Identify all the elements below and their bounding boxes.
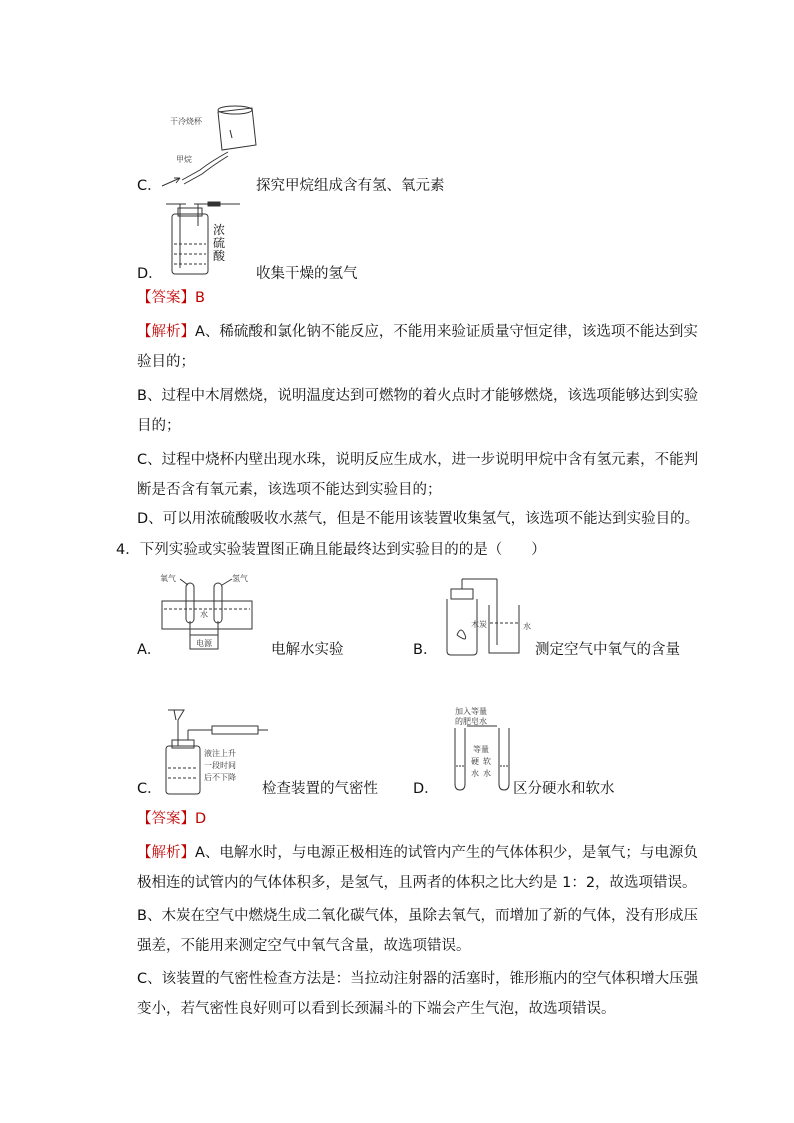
- hydrogen-label: 氢气: [232, 574, 248, 583]
- q3-option-c-letter: C．: [137, 178, 162, 194]
- soap-label-2: 的肥皂水: [455, 717, 487, 726]
- q4-analysis-line-3: 强差，不能用来测定空气中氧气含量，故选项错误。: [137, 938, 471, 954]
- q3-analysis-line-1: 验目的；: [137, 354, 195, 370]
- q3-analysis-line-4: C、过程中烧杯内壁出现水珠，说明反应生成水，进一步说明甲烷中含有氢元素，不能判: [137, 452, 699, 468]
- q4-analysis-line-0: 【解析】A、电解水时，与电源正极相连的试管内产生的气体体积少，是氧气；与电源负: [137, 845, 698, 861]
- methane-label: 甲烷: [176, 155, 192, 164]
- q4-option-b-letter: B．: [413, 642, 438, 658]
- figure-hard-soft-water: [447, 706, 517, 796]
- q4-option-a-desc: 电解水实验: [271, 642, 344, 658]
- power-label: 电源: [196, 639, 212, 648]
- time-label: 一段时间: [204, 761, 236, 770]
- figure-methane-combustion: [160, 100, 260, 190]
- water-label: 水: [523, 622, 531, 631]
- q3-answer: [137, 289, 205, 307]
- answer-tag: 【答案】: [137, 290, 195, 306]
- analysis-tag: 【解析】: [137, 324, 195, 340]
- water-label-2: 水: [483, 769, 491, 778]
- q3-option-c-desc: 探究甲烷组成含有氢、氧元素: [256, 178, 445, 194]
- q4-answer: [137, 810, 206, 828]
- q4-option-d-letter: D．: [413, 781, 439, 797]
- q3-analysis-line-5: 断是否含有氧元素，该选项不能达到实验目的；: [137, 482, 442, 498]
- figure-charcoal-combustion: [437, 575, 537, 657]
- oxygen-label: 氧气: [160, 574, 176, 583]
- figure-electrolysis: [160, 573, 255, 653]
- water-label: 水: [200, 610, 208, 619]
- q3-analysis-line-3: 目的；: [137, 418, 181, 434]
- q3-analysis-line-2: B、过程中木屑燃烧，说明温度达到可燃物的着火点时才能够燃烧，该选项能够达到实验: [137, 388, 698, 404]
- q4-option-a-letter: A．: [137, 642, 162, 658]
- nofall-label: 后不下降: [204, 773, 236, 782]
- q4-option-c-letter: C．: [137, 781, 162, 797]
- charcoal-label: 木炭: [471, 620, 487, 629]
- hard-label: 硬: [471, 757, 479, 766]
- answer-value: B: [195, 290, 205, 306]
- beaker-label: 干冷烧杯: [170, 117, 202, 126]
- soft-label: 软: [483, 757, 491, 766]
- q4-option-b-desc: 测定空气中氧气的含量: [535, 642, 680, 658]
- rise-label: 液注上升: [204, 749, 236, 758]
- q4-stem: 4．下列实验或实验装置图正确且能最终达到实验目的的是（ ）: [116, 542, 546, 558]
- q4-analysis-line-2: B、木炭在空气中燃烧生成二氧化碳气体，虽除去氧气，而增加了新的气体，没有形成压: [137, 908, 698, 924]
- acid-label: 浓硫酸: [213, 223, 226, 263]
- water-label-1: 水: [471, 769, 479, 778]
- q3-option-d-desc: 收集干燥的氢气: [256, 266, 358, 282]
- q4-analysis-line-4: C、该装置的气密性检查方法是：当拉动注射器的活塞时，锥形瓶内的空气体积增大压强: [137, 971, 699, 987]
- q4-analysis-line-1: 极相连的试管内的气体体积多，是氢气，且两者的体积之比大约是 1：2，故选项错误。: [137, 875, 697, 891]
- q4-analysis-line-5: 变小，若气密性良好则可以看到长颈漏斗的下端会产生气泡，故选项错误。: [137, 1001, 616, 1017]
- equal-label: 等量: [473, 745, 489, 754]
- q4-option-c-desc: 检查装置的气密性: [262, 781, 378, 797]
- q3-analysis-line-0: 【解析】A、稀硫酸和氯化钠不能反应，不能用来验证质量守恒定律，该选项不能达到实: [137, 324, 698, 340]
- q3-analysis-line-6: D、可以用浓硫酸吸收水蒸气，但是不能用该装置收集氢气，该选项不能达到实验目的。: [137, 511, 700, 527]
- q4-option-d-desc: 区分硬水和软水: [513, 781, 615, 797]
- figure-gas-washing-bottle: [160, 198, 240, 278]
- analysis-tag: 【解析】: [137, 845, 195, 861]
- answer-value: D: [195, 811, 207, 827]
- q3-option-d-letter: D．: [137, 266, 163, 282]
- answer-tag: 【答案】: [137, 811, 195, 827]
- figure-airtightness-check: [160, 706, 270, 798]
- soap-label-1: 加入等量: [455, 707, 487, 716]
